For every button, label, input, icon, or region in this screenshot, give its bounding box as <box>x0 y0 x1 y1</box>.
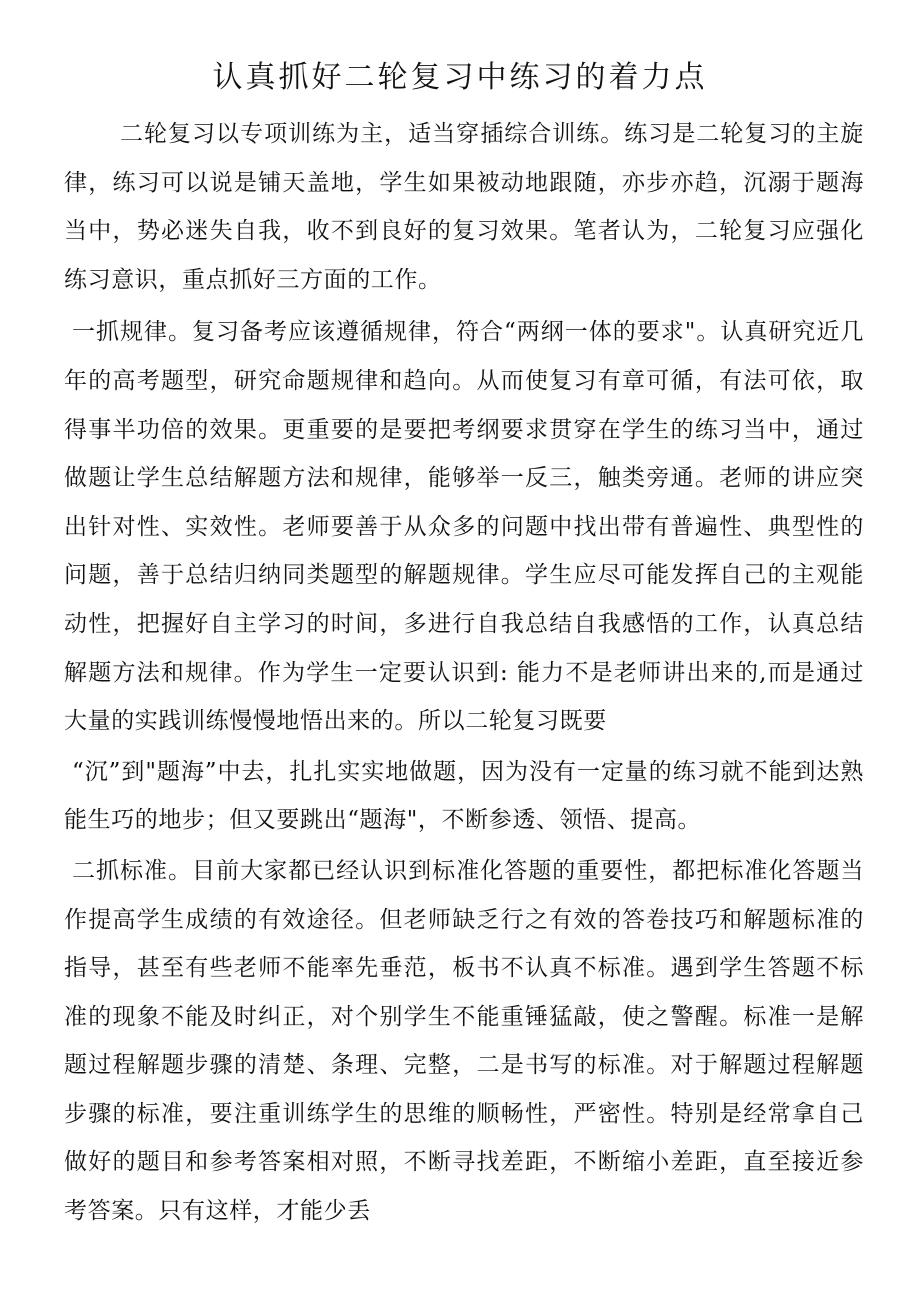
document-title: 认真抓好二轮复习中练习的着力点 <box>212 60 708 95</box>
paragraph-rules: 一抓规律。复习备考应该遵循规律，符合“两纲一体的要求"。认真研究近几年的高考题型，研究命题规律和趋向。从而使复习有章可循，有法可依，取得事半功倍的效果。更重要的是要把考纲要求贯穿在学生的练习当中，通过做题让学生总结解题方法和规律，能够举一反三，触类旁通。老师的讲应突出针对性、实效性。老师要善于从众多的问题中找出带有普遍性、典型性的问题，善于总结归纳同类题型的解题规律。学生应尽可能发挥自己的主观能动性，把握好自主学习的时间，多进行自我总结自我感悟的工作，认真总结解题方法和规律。作为学生一定要认识到: 能力不是老师讲出来的,而是通过大量的实践训练慢慢地悟出来的。所以二轮复习既要 <box>64 319 864 735</box>
paragraph-question-sea: “沉”到"题海”中去，扎扎实实地做题，因为没有一定量的练习就不能到达熟能生巧的地步；但又要跳出“题海"，不断参透、领悟、提高。 <box>64 758 864 834</box>
paragraph-intro: 二轮复习以专项训练为主，适当穿插综合训练。练习是二轮复习的主旋律，练习可以说是铺天盖地，学生如果被动地跟随，亦步亦趋，沉溺于题海当中，势必迷失自我，收不到良好的复习效果。笔者认为，二轮复习应强化练习意识，重点抓好三方面的工作。 <box>64 121 864 293</box>
paragraph-standards: 二抓标准。目前大家都已经认识到标准化答题的重要性，都把标准化答题当作提高学生成绩的有效途径。但老师缺乏行之有效的答卷技巧和解题标准的指导，甚至有些老师不能率先垂范，板书不认真不标准。遇到学生答题不标准的现象不能及时纠正，对个别学生不能重锤猛敲，使之警醒。标准一是解题过程解题步骤的清楚、条理、完整，二是书写的标准。对于解题过程解题步骤的标准，要注重训练学生的思维的顺畅性，严密性。特别是经常拿自己做好的题目和参考答案相对照，不断寻找差距，不断缩小差距，直至接近参考答案。只有这样，才能少丢 <box>64 857 864 1225</box>
document-body <box>64 110 864 1236</box>
